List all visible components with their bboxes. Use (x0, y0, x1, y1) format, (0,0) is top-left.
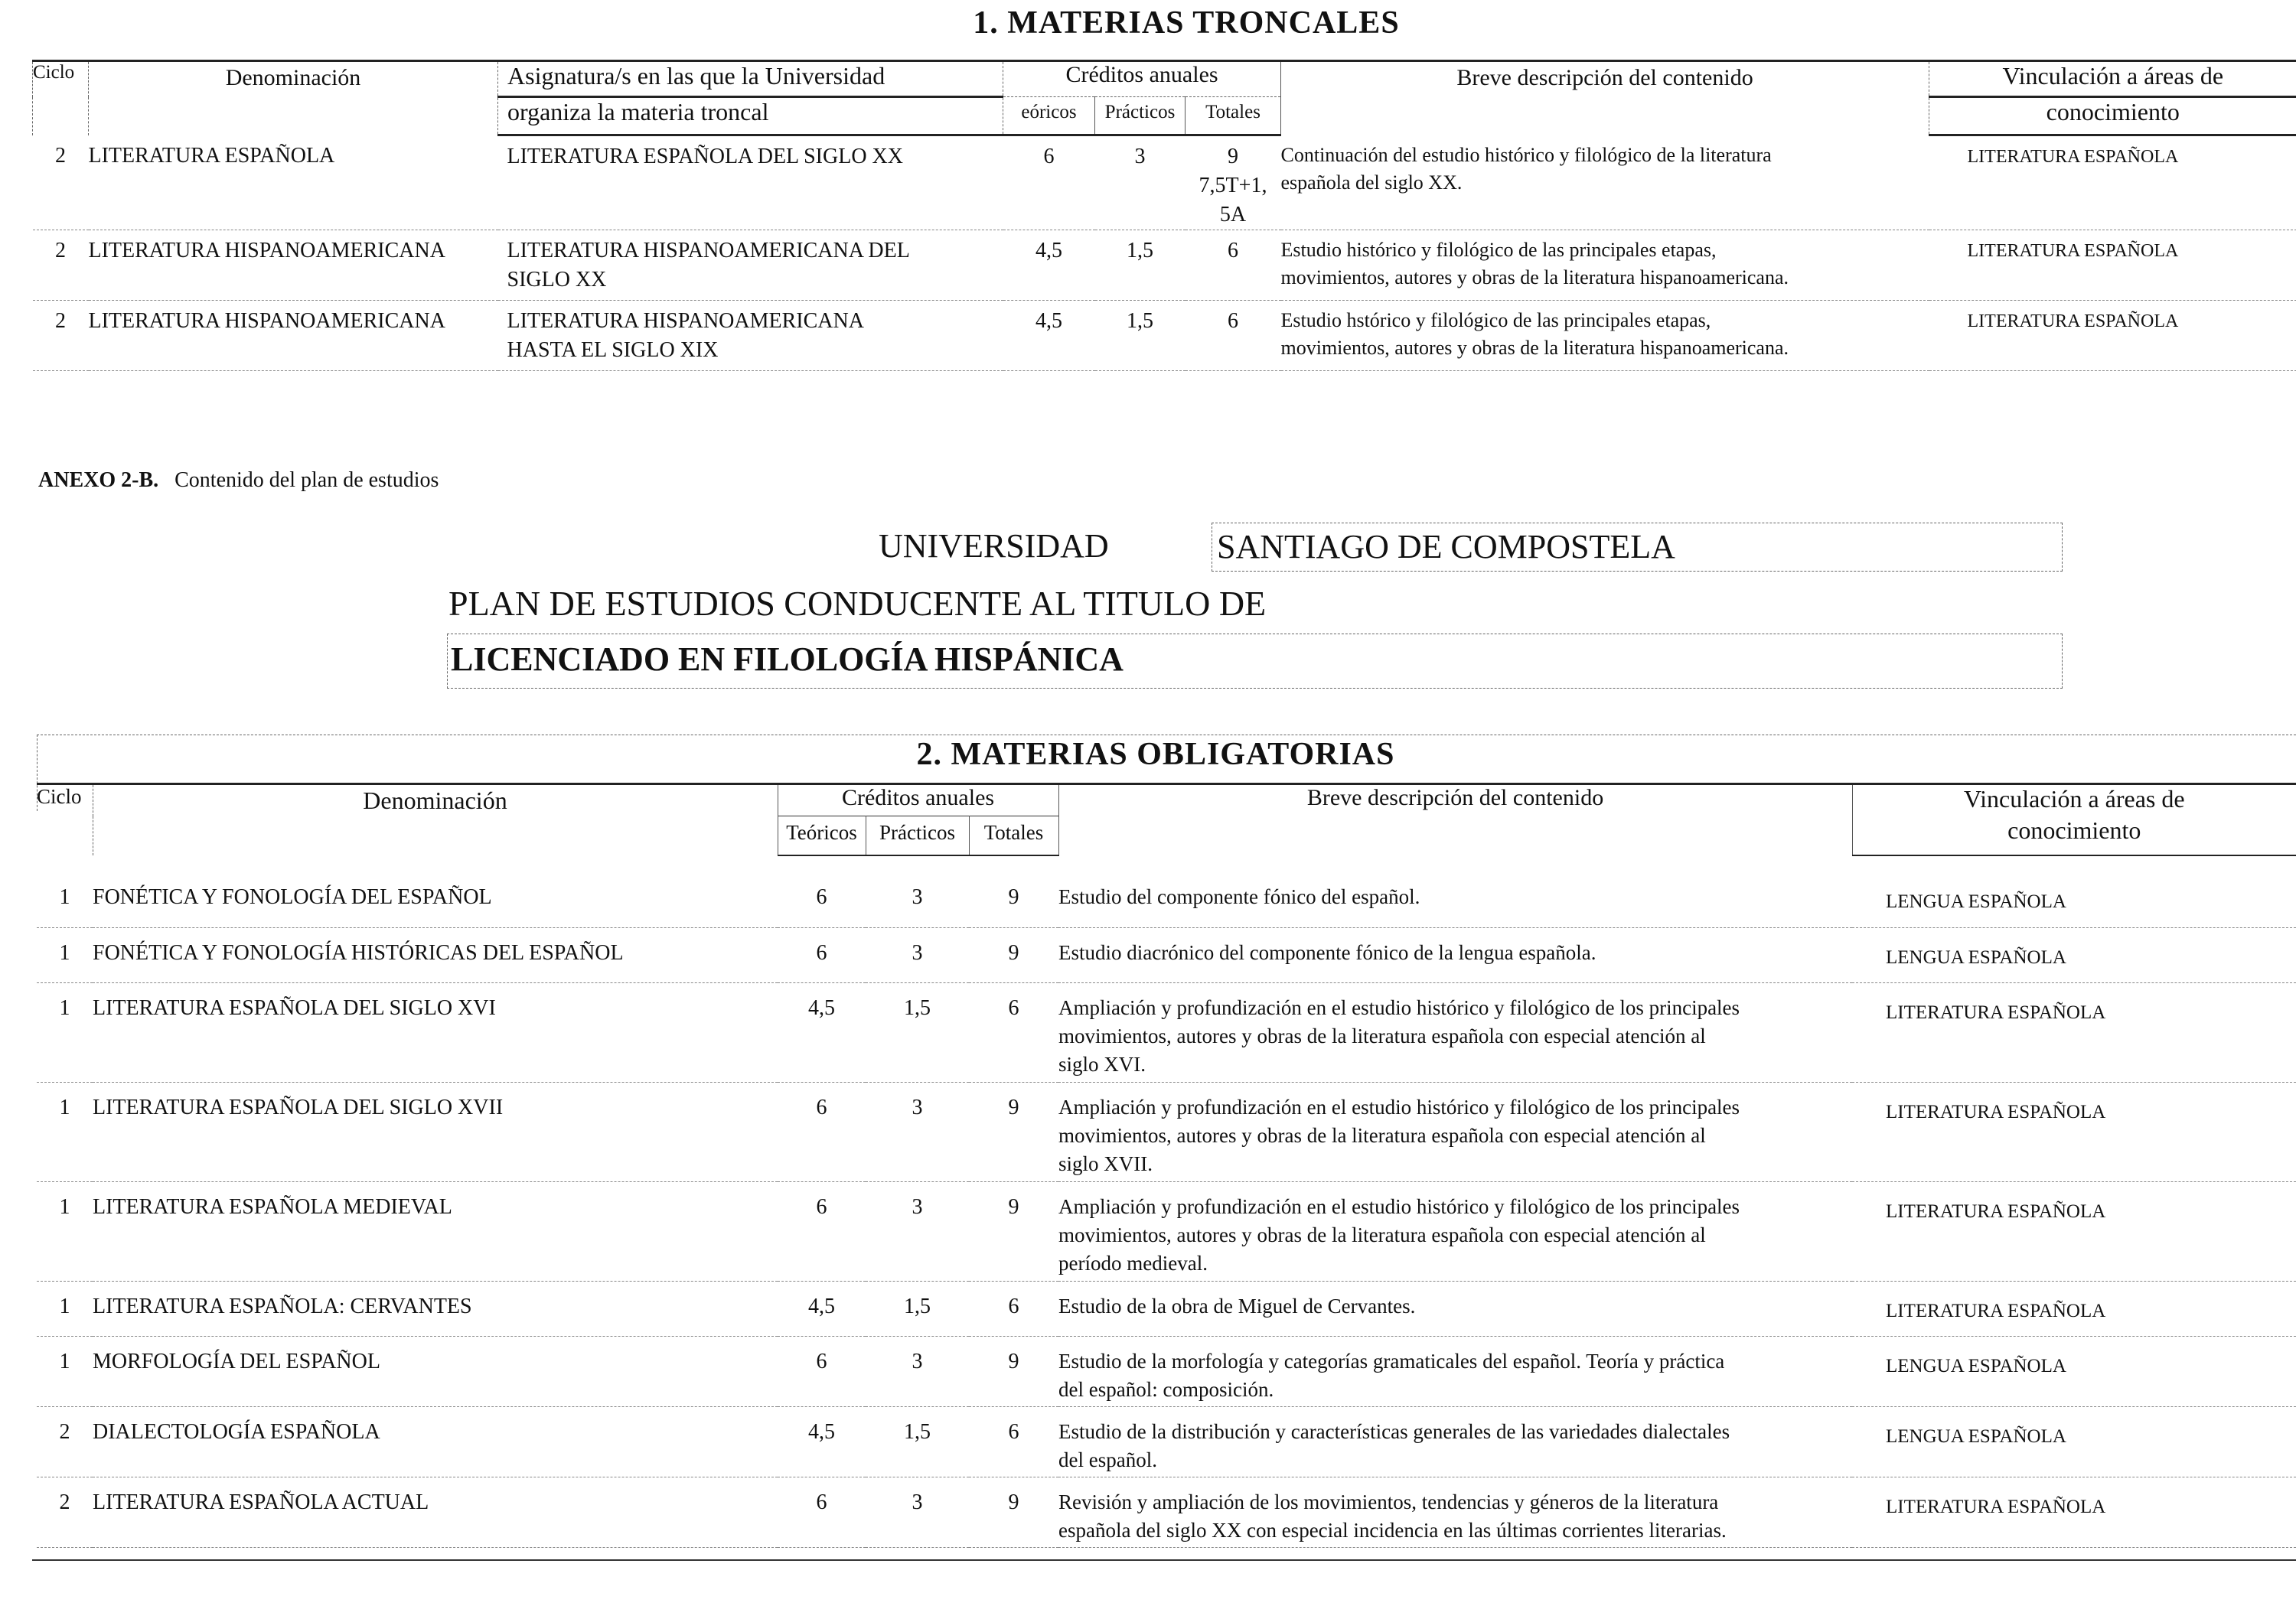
header-asignatura-l2: organiza la materia troncal (498, 97, 1003, 135)
practicos-cell: 3 (912, 885, 923, 909)
table-row (37, 1082, 2296, 1181)
descripcion-line: Estudio de la obra de Miguel de Cervantes. (1058, 1294, 1416, 1318)
practicos-cell: 1,5 (904, 1294, 931, 1318)
totales-line: 7,5T+1, (1199, 174, 1267, 197)
descripcion-line: Estudio de la distribución y características generales de las variedades dialectales (1058, 1419, 1730, 1443)
area-cell: LENGUA ESPAÑOLA (1886, 946, 2066, 968)
descripcion-cell (1058, 1082, 1852, 1181)
totales-cell: 9 (1008, 1095, 1019, 1119)
header-vinculacion-l1: Vinculación a áreas de (1852, 784, 2296, 816)
totales-cell: 6 (1008, 1294, 1019, 1318)
area-cell: LITERATURA ESPAÑOLA (1886, 1200, 2106, 1222)
table-row (33, 135, 2296, 230)
asignatura-cell: LITERATURA ESPAÑOLA DEL SIGLO XX (507, 145, 903, 168)
ciclo-cell: 2 (55, 309, 66, 333)
totales-cell: 9 (1008, 1490, 1019, 1514)
denominacion-cell: LITERATURA ESPAÑOLA (88, 143, 335, 168)
asignatura-line: LITERATURA HISPANOAMERICANA DEL (507, 239, 910, 262)
descripcion-line: Ampliación y profundización en el estudio histórico y filológico de los principales (1058, 995, 1740, 1019)
table-row (37, 1281, 2296, 1336)
descripcion-line: Estudio del componente fónico del español. (1058, 885, 1420, 908)
teoricos-cell: 6 (1043, 145, 1055, 168)
descripcion-cell (1058, 1406, 1852, 1477)
descripcion-line: movimientos, autores y obras de la literatura hispanoamericana. (1280, 337, 1789, 359)
practicos-cell: 1,5 (1127, 239, 1153, 262)
asignatura-line: HASTA EL SIGLO XIX (507, 338, 719, 362)
header-totales: Totales (1186, 97, 1281, 135)
practicos-cell: 3 (912, 1194, 923, 1219)
totales-cell: 9 (1008, 1194, 1019, 1219)
descripcion-cell (1281, 135, 1929, 230)
troncales-table (32, 60, 2296, 371)
denominacion-cell: MORFOLOGÍA DEL ESPAÑOL (93, 1349, 380, 1373)
descripcion-line: española del siglo XX con especial incidencia en las últimas corrientes literarias. (1058, 1518, 1727, 1542)
bottom-rule (32, 1559, 2296, 1561)
totales-line: 9 (1228, 145, 1238, 168)
descripcion-line: Revisión y ampliación de los movimientos, tendencias y géneros de la literatura (1058, 1490, 1719, 1513)
header-vinculacion-l2: conocimiento (1929, 97, 2296, 135)
header-denominacion: Denominación (363, 787, 507, 814)
totales-cell: 6 (1228, 309, 1238, 333)
descripcion-line: del español. (1058, 1448, 1157, 1471)
ciclo-cell: 2 (59, 1419, 70, 1444)
obligatorias-table (37, 783, 2296, 1548)
ciclo-cell: 1 (59, 940, 70, 965)
table-row (37, 927, 2296, 982)
ciclo-cell: 2 (59, 1490, 70, 1514)
area-cell: LITERATURA ESPAÑOLA (1886, 1002, 2106, 1023)
table-row (37, 982, 2296, 1082)
area-cell: LENGUA ESPAÑOLA (1886, 1355, 2066, 1376)
denominacion-cell: LITERATURA ESPAÑOLA MEDIEVAL (93, 1194, 452, 1219)
teoricos-cell: 6 (816, 1349, 827, 1373)
totales-cell: 6 (1008, 1419, 1019, 1444)
anexo-line (38, 468, 439, 493)
header-descripcion: Breve descripción del contenido (1281, 61, 1929, 135)
header-practicos: Prácticos (866, 816, 969, 856)
denominacion-cell: LITERATURA HISPANOAMERICANA (88, 309, 445, 333)
descripcion-cell (1058, 927, 1852, 982)
practicos-cell: 1,5 (904, 1419, 931, 1444)
denominacion-cell: LITERATURA ESPAÑOLA DEL SIGLO XVI (93, 995, 496, 1020)
asignatura-line: SIGLO XX (507, 268, 607, 292)
totales-cell: 9 (1008, 885, 1019, 909)
area-cell: LITERATURA ESPAÑOLA (1886, 1101, 2106, 1122)
ciclo-cell: 2 (55, 143, 66, 168)
ciclo-cell: 1 (59, 1294, 70, 1318)
denominacion-cell: LITERATURA ESPAÑOLA ACTUAL (93, 1490, 429, 1514)
teoricos-cell: 6 (816, 940, 827, 965)
header-denominacion: Denominación (89, 61, 498, 135)
titulo-value: LICENCIADO EN FILOLOGÍA HISPÁNICA (447, 634, 2063, 689)
asignatura-cell (498, 230, 1003, 301)
obligatorias-title: 2. MATERIAS OBLIGATORIAS (916, 737, 1395, 772)
header-practicos: Prácticos (1095, 97, 1186, 135)
header-ciclo: Ciclo (33, 61, 89, 135)
anexo-text: Contenido del plan de estudios (174, 468, 439, 492)
teoricos-cell: 4,5 (1035, 309, 1062, 333)
descripcion-line: siglo XVII. (1058, 1152, 1153, 1175)
descripcion-cell (1058, 1477, 1852, 1547)
descripcion-line: período medieval. (1058, 1251, 1208, 1275)
practicos-cell: 3 (912, 1490, 923, 1514)
teoricos-cell: 4,5 (808, 1419, 835, 1444)
table-row (37, 1181, 2296, 1281)
header-asignatura-l1: Asignatura/s en las que la Universidad (498, 61, 1003, 97)
universidad-value: SANTIAGO DE COMPOSTELA (1212, 523, 2063, 572)
ciclo-cell: 1 (59, 885, 70, 909)
header-ciclo: Ciclo (37, 784, 93, 856)
practicos-cell: 1,5 (904, 995, 931, 1020)
descripcion-line: movimientos, autores y obras de la literatura española con especial atención al (1058, 1223, 1706, 1246)
header-teoricos: Teóricos (778, 816, 866, 856)
header-teoricos: eóricos (1003, 97, 1095, 135)
totales-cell: 6 (1008, 995, 1019, 1020)
area-cell: LITERATURA ESPAÑOLA (1886, 1300, 2106, 1321)
totales-cell: 9 (1008, 1349, 1019, 1373)
denominacion-cell: LITERATURA ESPAÑOLA: CERVANTES (93, 1294, 472, 1318)
area-cell: LITERATURA ESPAÑOLA (1886, 1496, 2106, 1517)
descripcion-line: siglo XVI. (1058, 1052, 1146, 1076)
descripcion-line: Estudio histórico y filológico de las principales etapas, (1280, 239, 1717, 261)
area-cell: LITERATURA ESPAÑOLA (1967, 311, 2179, 331)
descripcion-line: Ampliación y profundización en el estudio histórico y filológico de los principales (1058, 1194, 1740, 1218)
teoricos-cell: 4,5 (1035, 239, 1062, 262)
header-vinculacion-l1: Vinculación a áreas de (1929, 61, 2296, 97)
descripcion-line: movimientos, autores y obras de la literatura hispanoamericana. (1280, 266, 1789, 288)
descripcion-line: Ampliación y profundización en el estudio histórico y filológico de los principales (1058, 1095, 1740, 1119)
descripcion-line: Estudio de la morfología y categorías gramaticales del español. Teoría y práctica (1058, 1349, 1725, 1373)
teoricos-cell: 4,5 (808, 995, 835, 1020)
table-row (33, 301, 2296, 371)
header-vinculacion-l2: conocimiento (1852, 816, 2296, 856)
descripcion-line: española del siglo XX. (1280, 171, 1463, 194)
table-row (33, 230, 2296, 301)
plan-line: PLAN DE ESTUDIOS CONDUCENTE AL TITULO DE (448, 584, 1267, 623)
descripcion-cell (1281, 301, 1929, 371)
practicos-cell: 1,5 (1127, 309, 1153, 333)
anexo-label: ANEXO 2-B. (38, 468, 159, 492)
descripcion-line: movimientos, autores y obras de la literatura española con especial atención al (1058, 1123, 1706, 1147)
ciclo-cell: 1 (59, 1095, 70, 1119)
header-descripcion: Breve descripción del contenido (1306, 785, 1604, 810)
teoricos-cell: 4,5 (808, 1294, 835, 1318)
descripcion-cell (1058, 1281, 1852, 1336)
ciclo-cell: 1 (59, 1194, 70, 1219)
table-row (37, 1477, 2296, 1547)
asignatura-line: LITERATURA HISPANOAMERICANA (507, 309, 864, 333)
descripcion-cell (1058, 982, 1852, 1082)
teoricos-cell: 6 (816, 1490, 827, 1514)
asignatura-cell (498, 301, 1003, 371)
table-row (37, 1336, 2296, 1406)
ciclo-cell: 1 (59, 995, 70, 1020)
descripcion-line: Estudio diacrónico del componente fónico de la lengua española. (1058, 940, 1596, 964)
descripcion-cell (1281, 230, 1929, 301)
practicos-cell: 3 (912, 1349, 923, 1373)
denominacion-cell: DIALECTOLOGÍA ESPAÑOLA (93, 1419, 380, 1444)
header-creditos: Créditos anuales (778, 784, 1058, 816)
area-cell: LENGUA ESPAÑOLA (1886, 891, 2066, 912)
totales-line: 5A (1219, 203, 1247, 226)
table-row (37, 872, 2296, 927)
practicos-cell: 3 (912, 1095, 923, 1119)
area-cell: LITERATURA ESPAÑOLA (1967, 147, 2179, 167)
header-creditos: Créditos anuales (1003, 61, 1281, 97)
header-totales: Totales (969, 816, 1058, 856)
descripcion-cell (1058, 1336, 1852, 1406)
area-cell: LITERATURA ESPAÑOLA (1967, 241, 2179, 261)
practicos-cell: 3 (912, 940, 923, 965)
descripcion-cell (1058, 1181, 1852, 1281)
troncales-title: 1. MATERIAS TRONCALES (973, 5, 1400, 41)
table-row (37, 1406, 2296, 1477)
teoricos-cell: 6 (816, 885, 827, 909)
descripcion-line: Continuación del estudio histórico y filológico de la literatura (1280, 143, 1772, 166)
ciclo-cell: 1 (59, 1349, 70, 1373)
area-cell: LENGUA ESPAÑOLA (1886, 1425, 2066, 1447)
descripcion-cell (1058, 872, 1852, 927)
totales-cell: 6 (1228, 239, 1238, 262)
descripcion-line: movimientos, autores y obras de la literatura española con especial atención al (1058, 1024, 1706, 1047)
descripcion-line: del español: composición. (1058, 1377, 1274, 1401)
descripcion-line: Estudio hstórico y filológico de las principales etapas, (1280, 309, 1711, 331)
denominacion-cell: FONÉTICA Y FONOLOGÍA HISTÓRICAS DEL ESPAÑOL (93, 940, 624, 965)
denominacion-cell: LITERATURA HISPANOAMERICANA (88, 239, 445, 262)
ciclo-cell: 2 (55, 239, 66, 262)
denominacion-cell: FONÉTICA Y FONOLOGÍA DEL ESPAÑOL (93, 885, 492, 909)
totales-cell: 9 (1008, 940, 1019, 965)
denominacion-cell: LITERATURA ESPAÑOLA DEL SIGLO XVII (93, 1095, 504, 1119)
teoricos-cell: 6 (816, 1194, 827, 1219)
practicos-cell: 3 (1134, 145, 1146, 168)
totales-cell (1186, 135, 1281, 230)
teoricos-cell: 6 (816, 1095, 827, 1119)
universidad-label: UNIVERSIDAD (879, 527, 1109, 565)
